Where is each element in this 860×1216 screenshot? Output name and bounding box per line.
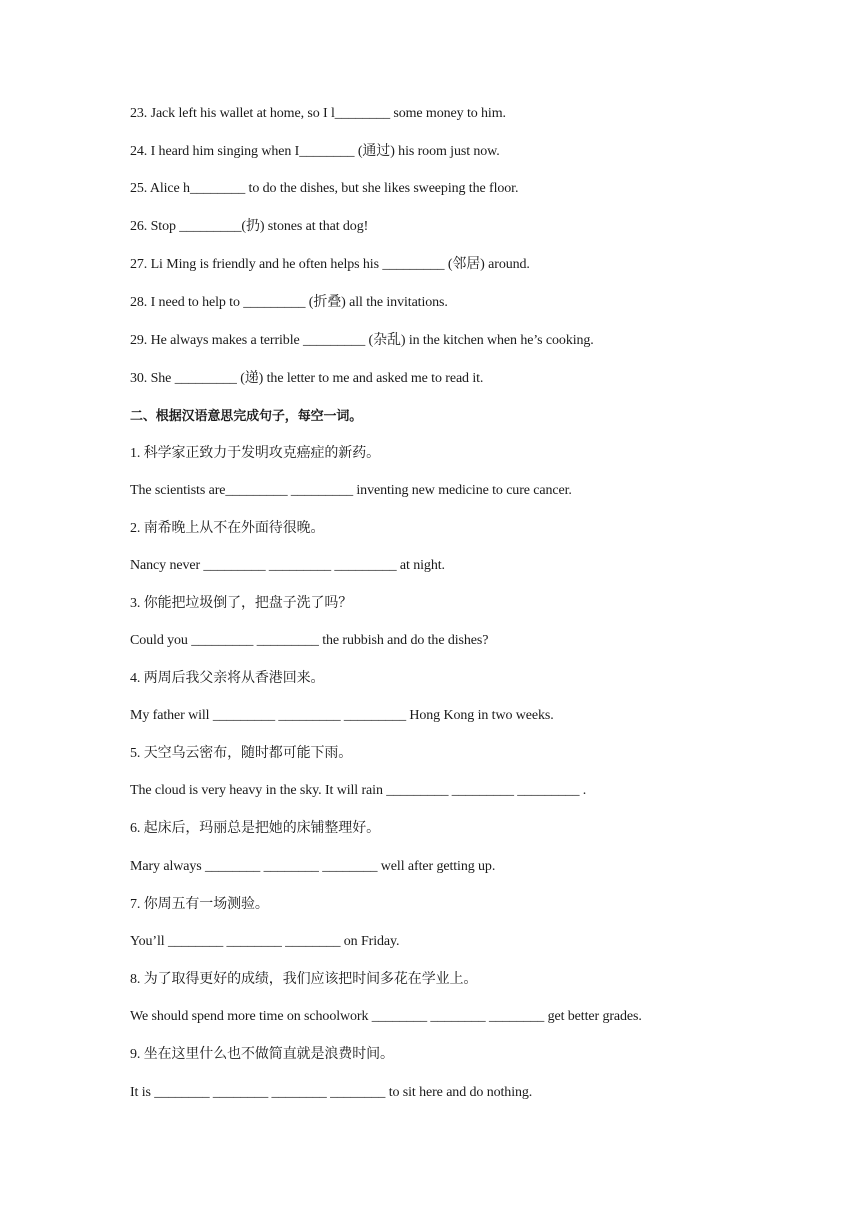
question-23: 23. Jack left his wallet at home, so I l________ some money to him. [130,106,506,121]
sentence-3-english: Could you _________ _________ the rubbish and do the dishes? [130,633,489,648]
sentence-2-english: Nancy never _________ _________ _________ at night. [130,558,445,573]
sentence-9-english: It is ________ ________ ________ ________ to sit here and do nothing. [130,1085,533,1100]
sentence-6-chinese: 6. 起床后，玛丽总是把她的床铺整理好。 [130,821,380,836]
sentence-3-chinese: 3. 你能把垃圾倒了，把盘子洗了吗？ [130,596,353,611]
sentence-5-chinese: 5. 天空乌云密布，随时都可能下雨。 [130,746,353,761]
sentence-9-chinese: 9. 坐在这里什么也不做简直就是浪费时间。 [130,1047,394,1062]
question-25: 25. Alice h________ to do the dishes, but she likes sweeping the floor. [130,181,519,196]
question-30: 30. She _________ (递) the letter to me and asked me to read it. [130,371,484,386]
sentence-8-chinese: 8. 为了取得更好的成绩，我们应该把时间多花在学业上。 [130,972,478,987]
sentence-4-english: My father will _________ _________ _________ Hong Kong in two weeks. [130,708,554,723]
sentence-7-chinese: 7. 你周五有一场测验。 [130,897,269,912]
question-28: 28. I need to help to _________ (折叠) all the invitations. [130,295,448,310]
question-27: 27. Li Ming is friendly and he often helps his _________ (邻居) around. [130,257,530,272]
sentence-8-english: We should spend more time on schoolwork ________ ________ ________ get better grades. [130,1009,642,1024]
question-26: 26. Stop _________(扔) stones at that dog! [130,219,369,234]
sentence-1-english: The scientists are_________ _________ inventing new medicine to cure cancer. [130,483,572,498]
question-24: 24. I heard him singing when I________ (通过) his room just now. [130,144,500,159]
sentence-2-chinese: 2. 南希晚上从不在外面待很晚。 [130,521,325,536]
sentence-1-chinese: 1. 科学家正致力于发明攻克癌症的新药。 [130,446,380,461]
sentence-5-english: The cloud is very heavy in the sky. It will rain _________ _________ _________ . [130,783,587,798]
sentence-4-chinese: 4. 两周后我父亲将从香港回来。 [130,671,325,686]
question-29: 29. He always makes a terrible _________ (杂乱) in the kitchen when he’s cooking. [130,333,594,348]
sentence-6-english: Mary always ________ ________ ________ well after getting up. [130,859,496,874]
sentence-7-english: You’ll ________ ________ ________ on Friday. [130,934,400,949]
section-heading: 二、根据汉语意思完成句子，每空一词。 [130,409,363,424]
